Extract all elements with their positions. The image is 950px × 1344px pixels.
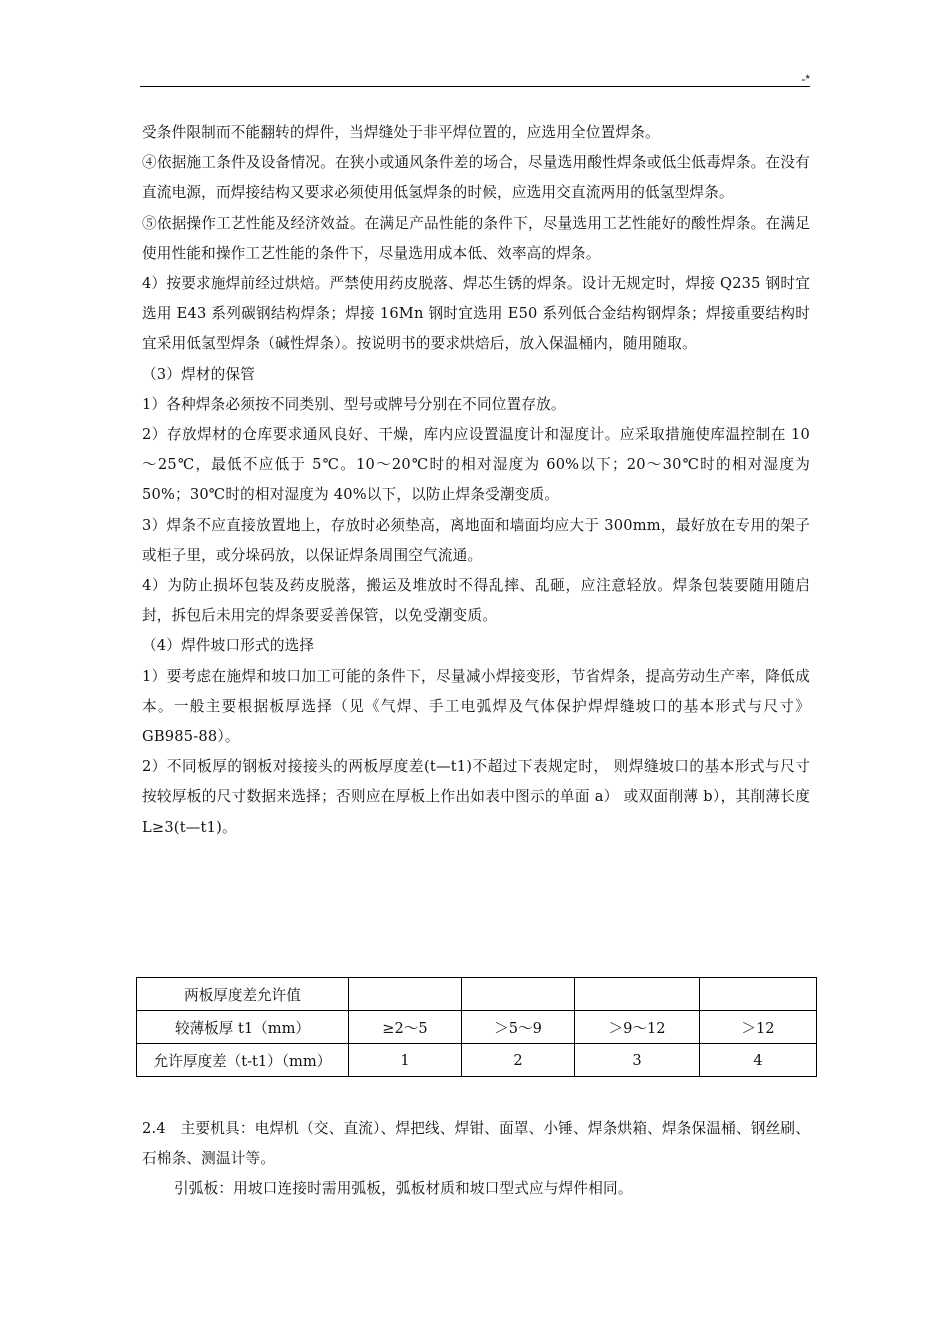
header-mark: -* — [801, 72, 810, 86]
table-cell: ＞9～12 — [575, 1011, 700, 1044]
table-cell: ＞12 — [700, 1011, 817, 1044]
table-cell: ＞5～9 — [462, 1011, 575, 1044]
table-cell: 3 — [575, 1044, 700, 1077]
paragraph: 1）各种焊条必须按不同类别、型号或牌号分别在不同位置存放。 — [142, 395, 566, 413]
table-cell: 较薄板厚 t1（mm） — [137, 1011, 349, 1044]
paragraph: 受条件限制而不能翻转的焊件，当焊缝处于非平焊位置的，应选用全位置焊条。 — [142, 124, 660, 141]
table-row — [137, 978, 817, 1011]
thickness-table — [136, 977, 817, 1077]
paragraph: ④依据施工条件及设备情况。在狭小或通风条件差的场合，尽量选用酸性焊条或低尘低毒焊条。在没有直流电源，而焊接结构又要求必须使用低氢焊条的时候，应选用交直流两用的低氢型焊条。 — [142, 154, 810, 202]
document-body-after-table — [142, 1114, 810, 1205]
paragraph: 3）焊条不应直接放置地上，存放时必须垫高，离地面和墙面均应大于 300mm，最好放在专用的架子或柜子里，或分垛码放，以保证焊条周围空气流通。 — [142, 516, 810, 564]
table-cell: 2 — [462, 1044, 575, 1077]
table-cell: 4 — [700, 1044, 817, 1077]
document-body — [142, 118, 810, 843]
table-cell — [349, 978, 462, 1011]
paragraph: 4）按要求施焊前经过烘焙。严禁使用药皮脱落、焊芯生锈的焊条。设计无规定时，焊接 Q235 钢时宜选用 E43 系列碳钢结构焊条；焊接 16Mn 钢时宜选用 E50 系列低合金结构钢焊条；焊接重要结构时宜采用低氢型焊条（碱性焊条）。按说明书的要求烘焙后，放入保温桶内，随用随取。 — [142, 275, 810, 353]
table-cell: 允许厚度差（t-t1）（mm） — [137, 1044, 349, 1077]
table-cell — [575, 978, 700, 1011]
table-cell — [700, 978, 817, 1011]
paragraph: 2.4 主要机具：电焊机（交、直流）、焊把线、焊钳、面罩、小锤、焊条烘箱、焊条保温桶、钢丝刷、石棉条、测温计等。 — [142, 1120, 810, 1168]
table-cell — [462, 978, 575, 1011]
thickness-table-wrap — [136, 977, 817, 1077]
table-cell: 两板厚度差允许值 — [137, 978, 349, 1011]
paragraph: 1）要考虑在施焊和坡口加工可能的条件下，尽量减小焊接变形，节省焊条，提高劳动生产率，降低成本。一般主要根据板厚选择（见《气焊、手工电弧焊及气体保护焊焊缝坡口的基本形式与尺寸》GB985-88）。 — [142, 667, 810, 746]
table-cell: ≥2～5 — [349, 1011, 462, 1044]
table-row — [137, 1011, 817, 1044]
table-row — [137, 1044, 817, 1077]
section-heading: （3）焊材的保管 — [142, 365, 256, 383]
section-heading: （4）焊件坡口形式的选择 — [142, 637, 315, 655]
paragraph: 4）为防止损坏包装及药皮脱落，搬运及堆放时不得乱摔、乱砸，应注意轻放。焊条包装要随用随启封，拆包后未用完的焊条要妥善保管，以免受潮变质。 — [142, 577, 810, 625]
paragraph: 2）存放焊材的仓库要求通风良好、干燥，库内应设置温度计和湿度计。应采取措施使库温控制在 10～25℃，最低不应低于 5℃。10～20℃时的相对湿度为 60%以下；20～30℃时的相对湿度为 50%；30℃时的相对湿度为 40%以下，以防止焊条受潮变质。 — [142, 426, 810, 504]
paragraph: 2）不同板厚的钢板对接接头的两板厚度差(t—t1)不超过下表规定时， 则焊缝坡口的基本形式与尺寸按较厚板的尺寸数据来选择；否则应在厚板上作出如表中图示的单面 a） 或双面削薄 b），其削薄长度 L≥3(t—t1)。 — [142, 758, 810, 836]
table-cell: 1 — [349, 1044, 462, 1077]
paragraph: ⑤依据操作工艺性能及经济效益。在满足产品性能的条件下，尽量选用工艺性能好的酸性焊条。在满足使用性能和操作工艺性能的条件下，尽量选用成本低、效率高的焊条。 — [142, 214, 810, 262]
paragraph: 引弧板：用坡口连接时需用弧板，弧板材质和坡口型式应与焊件相同。 — [174, 1180, 633, 1198]
header-rule — [140, 86, 810, 87]
